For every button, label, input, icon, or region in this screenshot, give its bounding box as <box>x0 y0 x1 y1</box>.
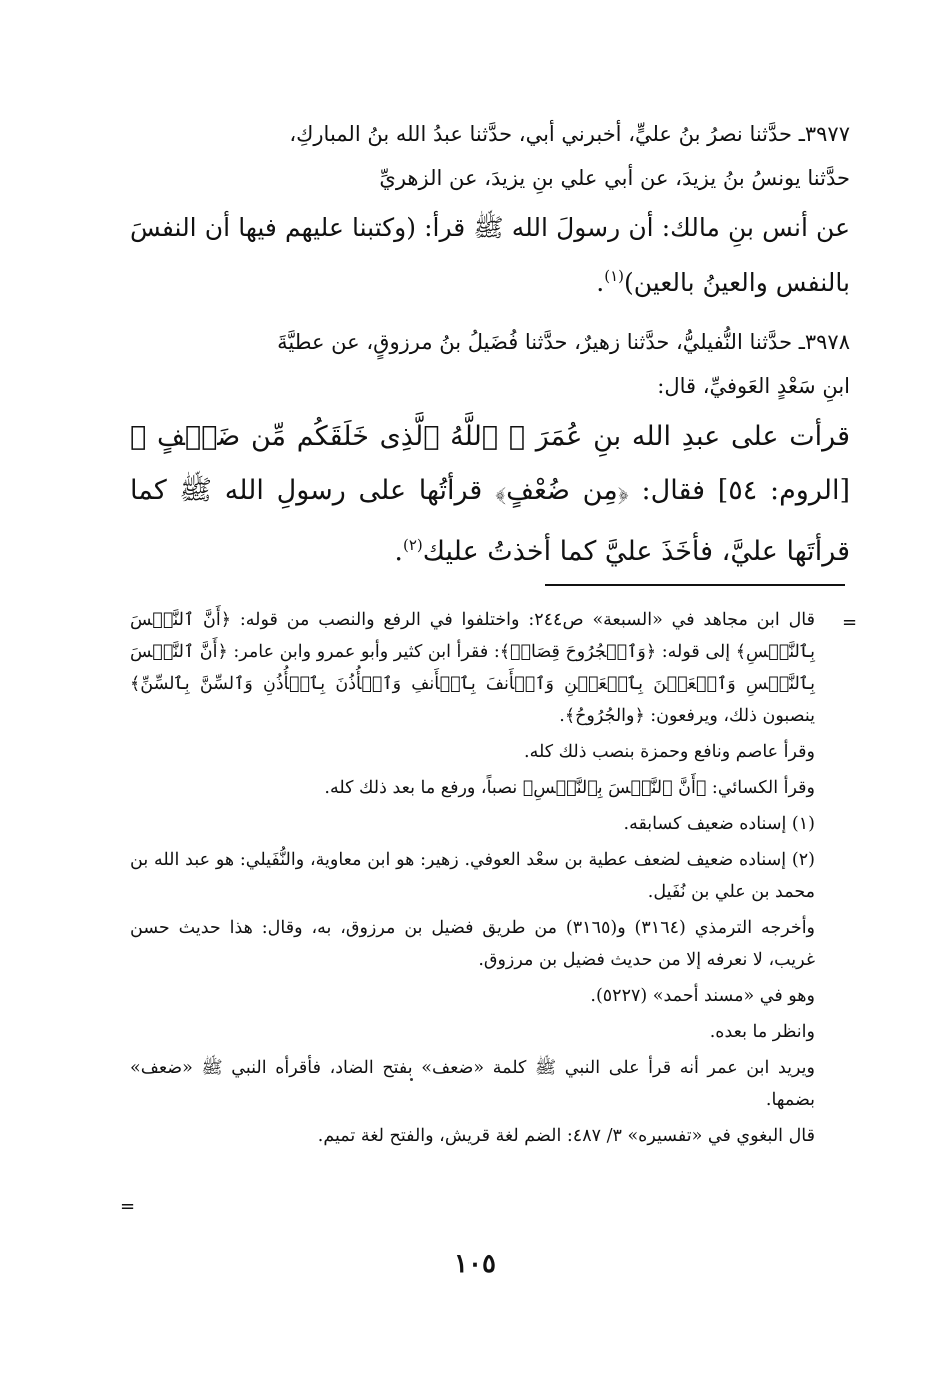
hadith-3978-matn: قرأت على عبدِ الله بنِ عُمَرَ ﴿ ٱللَّهُ ٱلَّذِى خَلَقَكُم مِّن ضَعۡفٍ ﴾ [الروم: ٥٤] فقال: ﴿مِن ضُعْفٍ﴾ قرأتُها على رسولِ الله ﷺ كما قرأتَها عليَّ، فأخَذَ عليَّ كما أخذتُ عليك <box>130 421 851 567</box>
footnote-1: (١) إسناده ضعيف كسابقه. <box>623 814 815 834</box>
hadith-3978-isnad-line1: ٣٩٧٨ـ حدَّثنا النُّفيليُّ، حدَّثنا زهيرٌ، حدَّثنا فُضَيلُ بنُ مرزوقٍ، عن عطيَّةَ <box>277 330 850 354</box>
hadith-3977-isnad-line2: حدَّثنا يونسُ بنُ يزيدَ، عن أبي علي بنِ يزيدَ، عن الزهريِّ <box>379 166 850 190</box>
hadith-3978-isnad-line2: ابنِ سَعْدٍ العَوفيِّ، قال: <box>657 374 850 398</box>
footnote-ref-1: (١) <box>604 267 624 285</box>
footnote-line: وقرأ الكسائي: ﴿أَنَّ ٱلنَّفۡسَ بِٱلنَّفۡسِ﴾ نصباً، ورفع ما بعد ذلك كله. <box>324 778 815 798</box>
hadith-3977-matn: عن أنس بنِ مالك: أن رسولَ الله ﷺ قرأ: (وكتبنا عليهم فيها أن النفسَ بالنفس والعينُ بالعين) <box>130 213 850 297</box>
footnote-line: وانظر ما بعده. <box>709 1022 815 1042</box>
hadith-3977-text <box>130 204 850 307</box>
hadith-3978-text <box>130 410 850 579</box>
footnote-line: وأخرجه الترمذي (٣١٦٤) و(٣١٦٥) من طريق فضيل بن مرزوق، به، وقال: هذا حديث حسن غريب، لا نعرفه إلا من حديث فضيل بن مرزوق. <box>130 918 816 970</box>
footnote-ref-2: (٢) <box>402 536 423 554</box>
continuation-mark-top: = <box>842 612 858 633</box>
footnote-divider <box>545 584 845 586</box>
footnotes <box>130 604 845 1152</box>
page-number: ١٠٥ <box>454 1249 496 1279</box>
footnote-line: قال البغوي في «تفسيره» ٣/ ٤٨٧: الضم لغة قريش، والفتح لغة تميم. <box>317 1126 815 1146</box>
hadith-3977-end: . <box>596 268 605 297</box>
footnote-line: وقرأ عاصم ونافع وحمزة بنصب ذلك كله. <box>524 742 815 762</box>
hadith-3978 <box>130 320 850 579</box>
hadith-3977-isnad-line1: ٣٩٧٧ـ حدَّثنا نصرُ بنُ عليٍّ، أخبرني أبي، حدَّثنا عبدُ الله بنُ المباركِ، <box>289 122 850 146</box>
hadith-3977 <box>130 112 850 307</box>
continuation-mark-bottom: = <box>120 1196 136 1217</box>
footnote-2: (٢) إسناده ضعيف لضعف عطية بن سعْد العوفي. زهير: هو ابن معاوية، والنُّفَيلي: هو عبد الله بن محمد بن علي بن نُفَيل. <box>130 850 815 902</box>
footnote-line: ويريد ابن عمر أنه قرأ على النبي ﷺ كلمة «ضعف» بفتح الضاد، فأقرأه النبي ﷺ «ضعف» بضمها. <box>130 1058 815 1110</box>
hadith-3978-end: . <box>394 536 403 567</box>
print-speck <box>410 1078 413 1081</box>
footnote-continued: قال ابن مجاهد في «السبعة» ص٢٤٤: واختلفوا في الرفع والنصب من قوله: ﴿أَنَّ ٱلنَّفۡسَ بِٱلنَّفۡسِ﴾ إلى قوله: ﴿وَٱلۡجُرُوحَ قِصَاصٞ﴾: فقرأ ابن كثير وأبو عمرو وابن عامر: ﴿أَنَّ ٱلنَّفۡسَ بِٱلنَّفۡسِ وَٱلۡعَيۡنَ بِٱلۡعَيۡنِ وَٱلۡأَنفَ بِٱلۡأَنفِ وَٱلۡأُذُنَ بِٱلۡأُذُنِ وَٱلسِّنَّ بِٱلسِّنِّ﴾ ينصبون ذلك، ويرفعون: ﴿والجُرُوحُ﴾. <box>130 610 816 726</box>
footnote-line: وهو في «مسند أحمد» (٥٢٢٧). <box>590 986 815 1006</box>
